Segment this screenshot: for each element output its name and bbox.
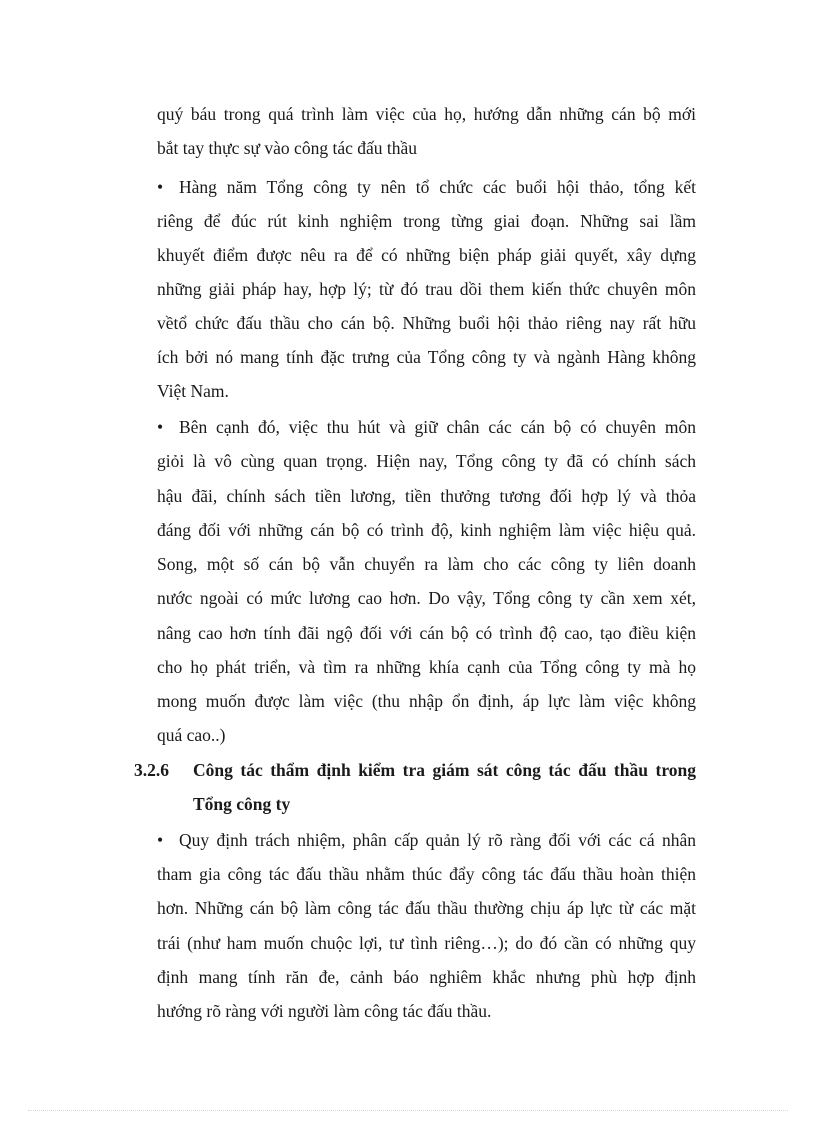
body-text-line: giỏi là vô cùng quan trọng. Hiện nay, Tổng công ty đã có chính sách	[157, 451, 696, 471]
bullet-icon: •	[157, 830, 164, 850]
body-text-line: đáng đối với những cán bộ có trình độ, kinh nghiệm làm việc hiệu quả.	[157, 520, 696, 540]
section-title: Công tác thẩm định kiểm tra giám sát công tác đấu thầu trong	[193, 760, 696, 780]
body-text-line: ích bởi nó mang tính đặc trưng của Tổng công ty và ngành Hàng không	[157, 347, 696, 367]
body-text-line: hậu đãi, chính sách tiền lương, tiền thưởng tương đối hợp lý và thỏa	[157, 486, 696, 506]
body-text-line: khuyết điểm được nêu ra để có những biện pháp giải quyết, xây dựng	[157, 245, 696, 265]
body-text-line: những giải pháp hay, hợp lý; từ đó trau dồi them kiến thức chuyên môn	[157, 279, 696, 299]
body-text-line: tham gia công tác đấu thầu nhằm thúc đẩy công tác đấu thầu hoàn thiện	[157, 864, 696, 884]
body-text-line: nước ngoài có mức lương cao hơn. Do vậy, Tổng công ty cần xem xét,	[157, 588, 696, 608]
body-text-line: trái (như ham muốn chuộc lợi, tư tình riêng…); do đó cần có những quy	[157, 933, 696, 953]
body-text-line: định mang tính răn đe, cảnh báo nghiêm khắc nhưng phù hợp định	[157, 967, 696, 987]
body-text-line: riêng để đúc rút kinh nghiệm trong từng giai đoạn. Những sai lầm	[157, 211, 696, 231]
bullet-icon: •	[157, 177, 164, 197]
body-text-line: nâng cao hơn tính đãi ngộ đối với cán bộ có trình độ cao, tạo điều kiện	[157, 623, 696, 643]
body-text-line: quá cao..)	[157, 725, 226, 745]
body-text-line: Hàng năm Tổng công ty nên tổ chức các buổi hội thảo, tổng kết	[179, 177, 696, 197]
body-text-line: vềtổ chức đấu thầu cho cán bộ. Những buổi hội thảo riêng nay rất hữu	[157, 313, 696, 333]
body-text-line: Bên cạnh đó, việc thu hút và giữ chân các cán bộ có chuyên môn	[179, 417, 696, 437]
body-text-line: Quy định trách nhiệm, phân cấp quản lý rõ ràng đối với các cá nhân	[179, 830, 696, 850]
body-text-line: Song, một số cán bộ vẫn chuyển ra làm cho các công ty liên doanh	[157, 554, 696, 574]
body-text-line: quý báu trong quá trình làm việc của họ, hướng dẫn những cán bộ mới	[157, 104, 696, 124]
body-text-line: Việt Nam.	[157, 381, 229, 401]
bullet-icon: •	[157, 417, 164, 437]
section-title: Tổng công ty	[193, 794, 291, 814]
body-text-line: hơn. Những cán bộ làm công tác đấu thầu thường chịu áp lực từ các mặt	[157, 898, 696, 918]
body-text-line: hướng rõ ràng với người làm công tác đấu thầu.	[157, 1001, 492, 1021]
section-number: 3.2.6	[134, 760, 169, 780]
body-text-line: bắt tay thực sự vào công tác đấu thầu	[157, 138, 417, 158]
page-footer-divider	[28, 1110, 788, 1111]
body-text-line: mong muốn được làm việc (thu nhập ổn định, áp lực làm việc không	[157, 691, 696, 711]
body-text-line: cho họ phát triển, và tìm ra những khía cạnh của Tổng công ty mà họ	[157, 657, 696, 677]
